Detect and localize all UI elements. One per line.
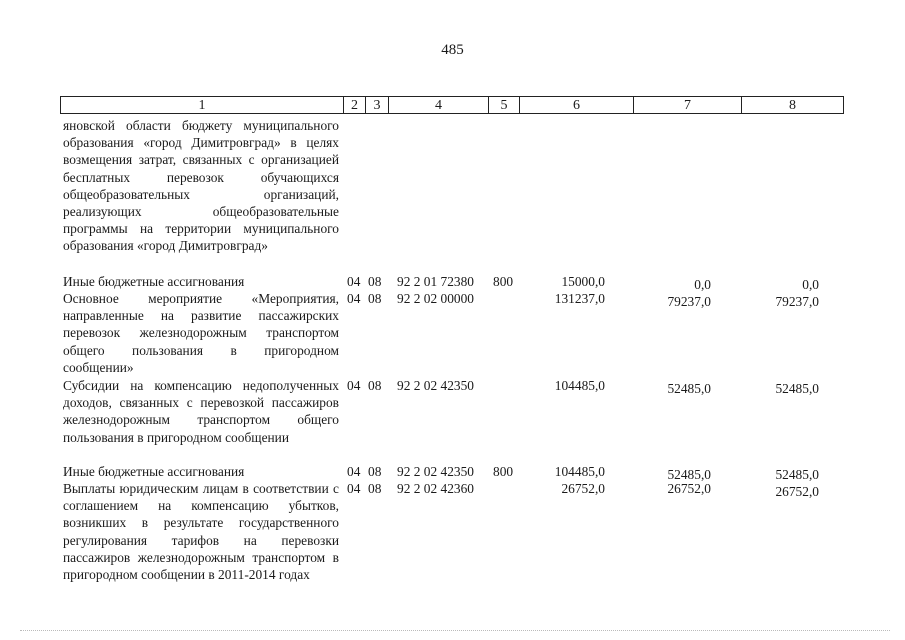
row-pr: 08: [368, 378, 382, 393]
row-pr: 08: [368, 291, 382, 306]
row-sum-col7: 52485,0: [667, 467, 711, 482]
row-rz: 04: [347, 274, 361, 289]
row-pr: 08: [368, 274, 382, 289]
row-sum-col6: 26752,0: [561, 481, 605, 496]
row-pr: 08: [368, 481, 382, 496]
row-sum-col6: 104485,0: [554, 464, 605, 479]
row-sum-col6: 15000,0: [561, 274, 605, 289]
row-rz: 04: [347, 378, 361, 393]
row-vr: 800: [493, 274, 514, 289]
row-sum-col6: 104485,0: [554, 378, 605, 393]
row-sum-col8: 52485,0: [775, 381, 819, 396]
row-csr: 92 2 02 42350: [397, 464, 474, 479]
row-sum-col7: 79237,0: [667, 294, 711, 309]
row-rz: 04: [347, 481, 361, 496]
page-number: 485: [441, 42, 464, 58]
row-description: Субсидии на компенсацию недополученных доходов, связанных с перевозкой пассажиров железнодорожным транспортом общего пользования в пригородном сообщении: [63, 378, 339, 445]
row-pr: 08: [368, 464, 382, 479]
header-col-1: 1: [61, 97, 344, 113]
row-sum-col8: 52485,0: [775, 467, 819, 482]
row-rz: 04: [347, 464, 361, 479]
row-description: яновской области бюджету муниципального образования «город Димитровград» в целях возмещения затрат, связанных с организацией бесплатных перевозок обучающихся общеобразовательных организаций, реализующих общеобразовательные программы на территории муниципального образования «город Димитровград»: [63, 118, 339, 254]
row-csr: 92 2 02 00000: [397, 291, 474, 306]
row-sum-col8: 79237,0: [775, 294, 819, 309]
row-vr: 800: [493, 464, 514, 479]
row-sum-col6: 131237,0: [554, 291, 605, 306]
row-sum-col7: 52485,0: [667, 381, 711, 396]
header-col-4: 4: [389, 97, 489, 113]
row-csr: 92 2 02 42350: [397, 378, 474, 393]
row-sum-col7: 0,0: [694, 277, 711, 292]
header-col-8: 8: [789, 98, 796, 113]
table-header-row: [60, 96, 844, 114]
row-csr: 92 2 01 72380: [397, 274, 474, 289]
row-sum-col8: 0,0: [802, 277, 819, 292]
header-col-7: 7: [634, 97, 742, 113]
row-csr: 92 2 02 42360: [397, 481, 474, 496]
row-description: Выплаты юридическим лицам в соответствии с соглашением на компенсацию убытков, возникших в результате государственного регулирования тарифов на перевозки пассажиров железнодорожным транспортом в пригородном сообщении в 2011-2014 годах: [63, 481, 339, 583]
header-col-2: 2: [344, 97, 366, 113]
row-sum-col8: 26752,0: [775, 484, 819, 499]
row-description: Иные бюджетные ассигнования: [63, 274, 245, 289]
header-col-3: 3: [366, 97, 389, 113]
header-col-6: 6: [520, 97, 634, 113]
row-sum-col7: 26752,0: [667, 481, 711, 496]
row-description: Иные бюджетные ассигнования: [63, 464, 245, 479]
header-col-5: 5: [489, 97, 520, 113]
scan-edge-line: [20, 630, 890, 632]
row-rz: 04: [347, 291, 361, 306]
row-description: Основное мероприятие «Мероприятия, направленные на развитие пассажирских перевозок железнодорожным транспортом общего пользования в пригородном сообщении»: [63, 291, 339, 375]
